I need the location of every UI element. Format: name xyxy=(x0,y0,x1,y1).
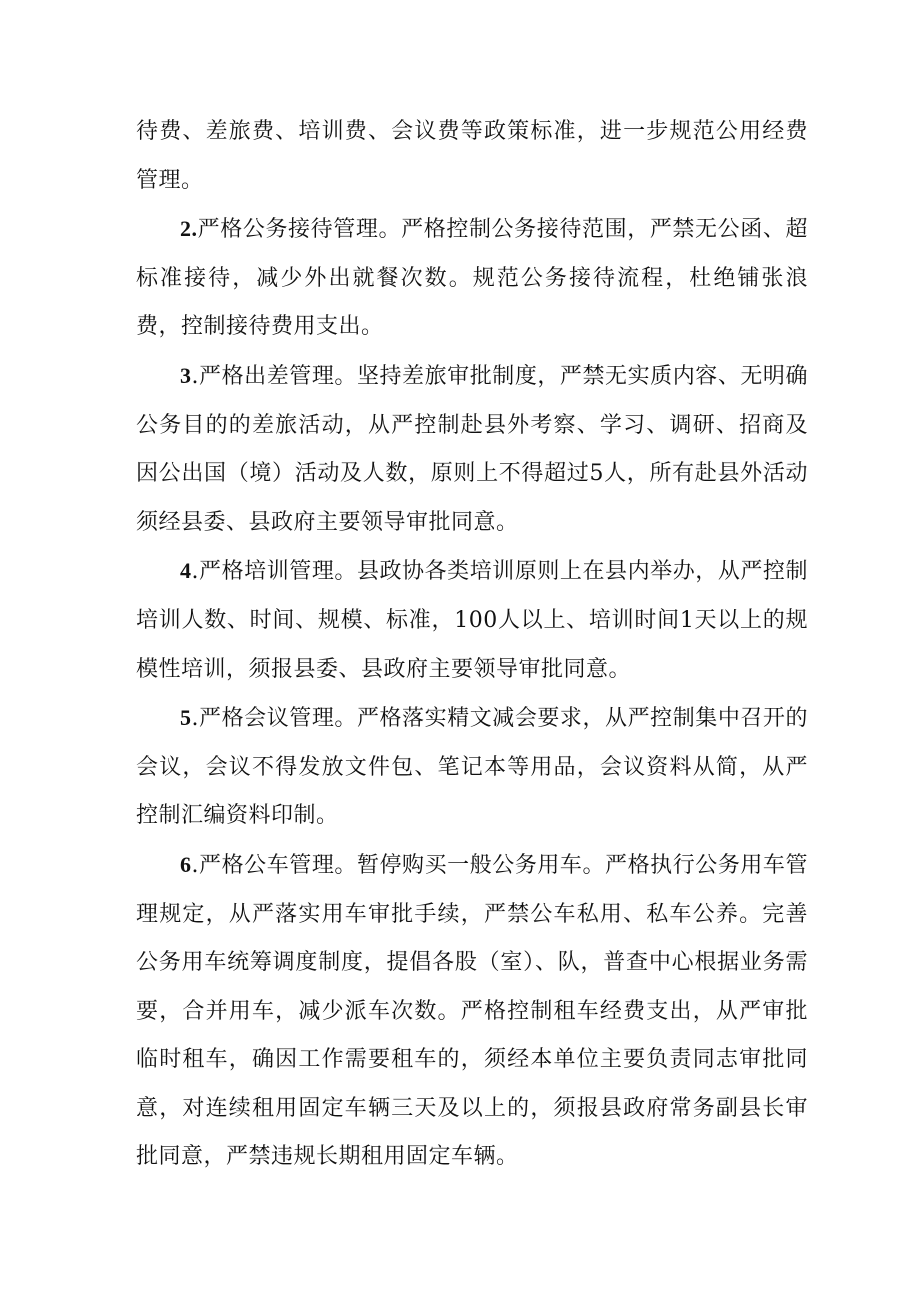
item-number: 3 xyxy=(180,362,192,388)
paragraph-continuation xyxy=(136,108,808,205)
item-separator: . xyxy=(191,852,199,878)
body-text xyxy=(136,108,808,1182)
paragraph-text: 严格公车管理。暂停购买一般公务用车。严格执行公务用车管理规定，从严落实用车审批手续，严禁公车私用、私车公养。完善公务用车统筹调度制度，提倡各股（室）、队，普查中心根据业务需要，合并用车，减少派车次数。严格控制租车经费支出，从严审批临时租车，确因工作需要租车的，须经本单位主要负责同志审批同意，对连续租用固定车辆三天及以上的，须报县政府常务副县长审批同意，严禁违规长期租用固定车辆。 xyxy=(136,852,808,1170)
item-separator: . xyxy=(191,706,199,732)
item-separator: . xyxy=(191,216,198,242)
paragraph-text: 待费、差旅费、培训费、会议费等政策标准，进一步规范公用经费管理。 xyxy=(136,119,808,193)
item-separator: . xyxy=(191,559,199,585)
item-number: 4 xyxy=(180,558,192,584)
item-separator: . xyxy=(191,363,199,389)
paragraph-item-6 xyxy=(136,841,808,1182)
item-number: 5 xyxy=(180,705,192,731)
paragraph-text: 严格培训管理。县政协各类培训原则上在县内举办，从严控制培训人数、时间、规模、标准，100人以上、培训时间1天以上的规模性培训，须报县委、县政府主要领导审批同意。 xyxy=(136,559,808,682)
paragraph-text: 严格出差管理。坚持差旅审批制度，严禁无实质内容、无明确公务目的的差旅活动，从严控制赴县外考察、学习、调研、招商及因公出国（境）活动及人数，原则上不得超过5人，所有赴县外活动须经县委、县政府主要领导审批同意。 xyxy=(136,363,808,535)
item-number: 2 xyxy=(180,216,192,242)
paragraph-item-4 xyxy=(136,547,808,694)
paragraph-item-5 xyxy=(136,694,808,841)
paragraph-item-2 xyxy=(136,205,808,352)
item-number: 6 xyxy=(180,851,192,877)
paragraph-text: 严格会议管理。严格落实精文减会要求，从严控制集中召开的会议，会议不得发放文件包、笔记本等用品，会议资料从简，从严控制汇编资料印制。 xyxy=(136,706,808,829)
paragraph-item-3 xyxy=(136,352,808,547)
paragraph-text: 严格公务接待管理。严格控制公务接待范围，严禁无公函、超标准接待，减少外出就餐次数。规范公务接待流程，杜绝铺张浪费，控制接待费用支出。 xyxy=(136,217,808,340)
